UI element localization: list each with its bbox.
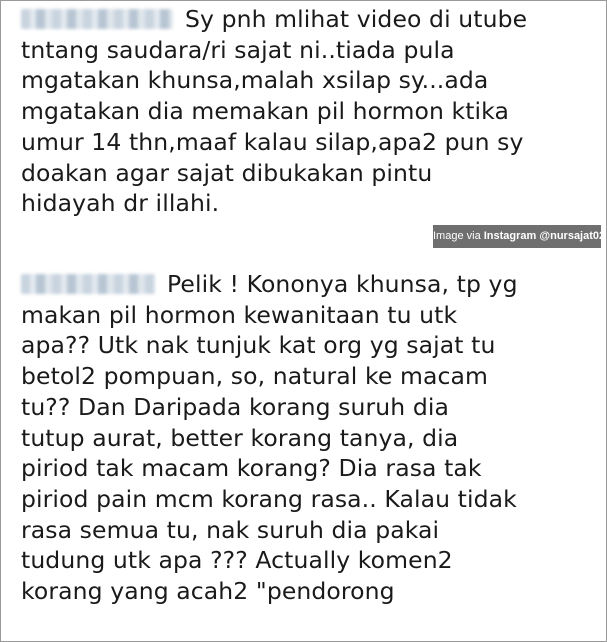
comment-line: mgatakan khunsa,malah xsilap sy...ada xyxy=(21,66,489,95)
comment-line: makan pil hormon kewanitaan tu utk xyxy=(21,300,458,329)
blurred-username xyxy=(21,9,173,29)
comment-2 xyxy=(21,269,596,607)
comment-line: betol2 pompuan, so, natural ke macam xyxy=(21,362,488,391)
comment-line: tutup aurat, better korang tanya, dia xyxy=(21,423,459,452)
comment-line: umur 14 thn,maaf kalau silap,apa2 pun sy xyxy=(21,127,524,156)
comment-line: piriod pain mcm korang rasa.. Kalau tidak xyxy=(21,484,517,513)
credit-prefix: Image via xyxy=(433,230,484,242)
image-credit-badge xyxy=(433,225,606,248)
comment-line: tudung utk apa ??? Actually komen2 xyxy=(21,546,453,575)
comment-line xyxy=(21,269,596,300)
comment-text: Sy pnh mlihat video di utube xyxy=(185,5,528,33)
blurred-username xyxy=(21,274,155,294)
comment-line: doakan agar sajat dibukakan pintu xyxy=(21,158,433,187)
comment-1 xyxy=(21,4,596,219)
comment-line xyxy=(21,4,596,35)
comment-line: rasa semua tu, nak suruh dia pakai xyxy=(21,515,440,544)
comment-line: hidayah dr illahi. xyxy=(21,189,220,218)
comment-line: tu?? Dan Daripada korang suruh dia xyxy=(21,392,449,421)
comment-text: Pelik ! Kononya khunsa, tp yg xyxy=(167,270,518,298)
comment-line: mgatakan dia memakan pil hormon ktika xyxy=(21,97,509,126)
comment-line: piriod tak macam korang? Dia rasa tak xyxy=(21,454,482,483)
credit-source: Instagram @nursajat02 xyxy=(483,230,606,242)
comment-line: apa?? Utk nak tunjuk kat org yg sajat tu xyxy=(21,331,496,360)
comment-line: tntang saudara/ri sajat ni..tiada pula xyxy=(21,35,455,64)
comment-line: korang yang acah2 "pendorong xyxy=(21,577,395,606)
